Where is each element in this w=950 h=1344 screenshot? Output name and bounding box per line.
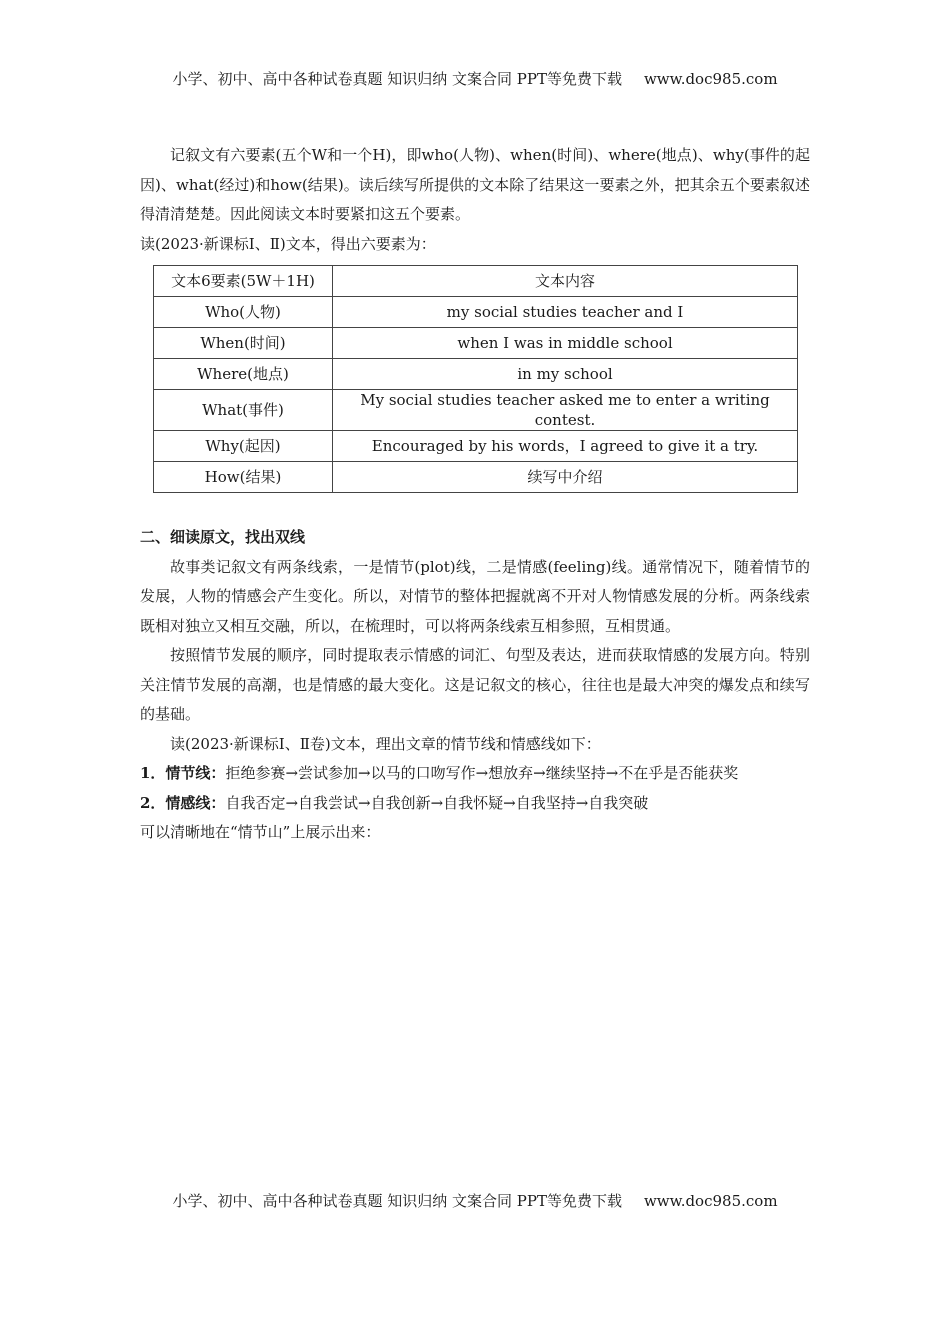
table-cell: What(事件)	[154, 390, 333, 431]
section-paragraph: 按照情节发展的顺序，同时提取表示情感的词汇、句型及表达，进而获取情感的发展方向。特别关注情节发展的高潮，也是情感的最大变化。这是记叙文的核心，往往也是最大冲突的爆发点和续写的基础。	[140, 646, 810, 723]
header-site: www.doc985.com	[643, 70, 778, 88]
table-cell: Why(起因)	[154, 431, 333, 462]
section-paragraph: 故事类记叙文有两条线索，一是情节(plot)线，二是情感(feeling)线。通常情况下，随着情节的发展，人物的情感会产生变化。所以，对情节的整体把握就离不开对人物情感发展的分析。两条线索既相对独立又相互交融，所以，在梳理时，可以将两条线索互相参照，互相贯通。	[140, 557, 810, 635]
plot-line	[140, 759, 810, 789]
footer-site: www.doc985.com	[643, 1192, 778, 1210]
table-row	[154, 297, 798, 328]
table-cell: When(时间)	[154, 328, 333, 359]
table-cell: How(结果)	[154, 462, 333, 493]
table-cell: in my school	[333, 359, 798, 390]
table-cell: when I was in middle school	[333, 328, 798, 359]
table-header-cell: 文本内容	[333, 266, 798, 297]
feeling-line-label: 2．情感线：	[140, 793, 226, 812]
table-cell: Where(地点)	[154, 359, 333, 390]
table-cell: Who(人物)	[154, 297, 333, 328]
section-title: 二、细读原文，找出双线	[140, 528, 306, 546]
table-row	[154, 359, 798, 390]
footer-text: 小学、初中、高中各种试卷真题 知识归纳 文案合同 PPT等免费下载	[172, 1192, 622, 1210]
table-cell: My social studies teacher asked me to enter a writing contest.	[333, 390, 798, 431]
table-header-cell: 文本6要素(5W＋1H)	[154, 266, 333, 297]
section-paragraph: 读(2023·新课标Ⅰ、Ⅱ卷)文本，理出文章的情节线和情感线如下：	[170, 734, 601, 753]
page-content	[140, 141, 810, 848]
page-footer	[0, 1190, 950, 1211]
feeling-line	[140, 789, 810, 819]
elements-table	[153, 265, 798, 493]
table-row	[154, 390, 798, 431]
table-row	[154, 328, 798, 359]
table-cell: my social studies teacher and I	[333, 297, 798, 328]
intro-paragraph: 记叙文有六要素(五个W和一个H)，即who(人物)、when(时间)、where(地点)、why(事件的起因)、what(经过)和how(结果)。读后续写所提供的文本除了结果这一要素之外，把其余五个要素叙述得清清楚楚。因此阅读文本时要紧扣这五个要素。	[140, 146, 810, 223]
page-header	[0, 68, 950, 89]
table-cell: Encouraged by his words，I agreed to give it a try.	[333, 431, 798, 462]
closing-line: 可以清晰地在“情节山”上展示出来：	[140, 823, 381, 841]
table-row	[154, 431, 798, 462]
plot-line-label: 1．情节线：	[140, 764, 226, 782]
intro-lead: 读(2023·新课标Ⅰ、Ⅱ)文本，得出六要素为：	[140, 234, 436, 253]
header-text: 小学、初中、高中各种试卷真题 知识归纳 文案合同 PPT等免费下载	[172, 70, 622, 88]
feeling-line-text: 自我否定→自我尝试→自我创新→自我怀疑→自我坚持→自我突破	[225, 793, 649, 812]
table-cell: 续写中介绍	[333, 462, 798, 493]
table-header-row	[154, 266, 798, 297]
plot-line-text: 拒绝参赛→尝试参加→以马的口吻写作→想放弃→继续坚持→不在乎是否能获奖	[225, 764, 739, 782]
table-row	[154, 462, 798, 493]
